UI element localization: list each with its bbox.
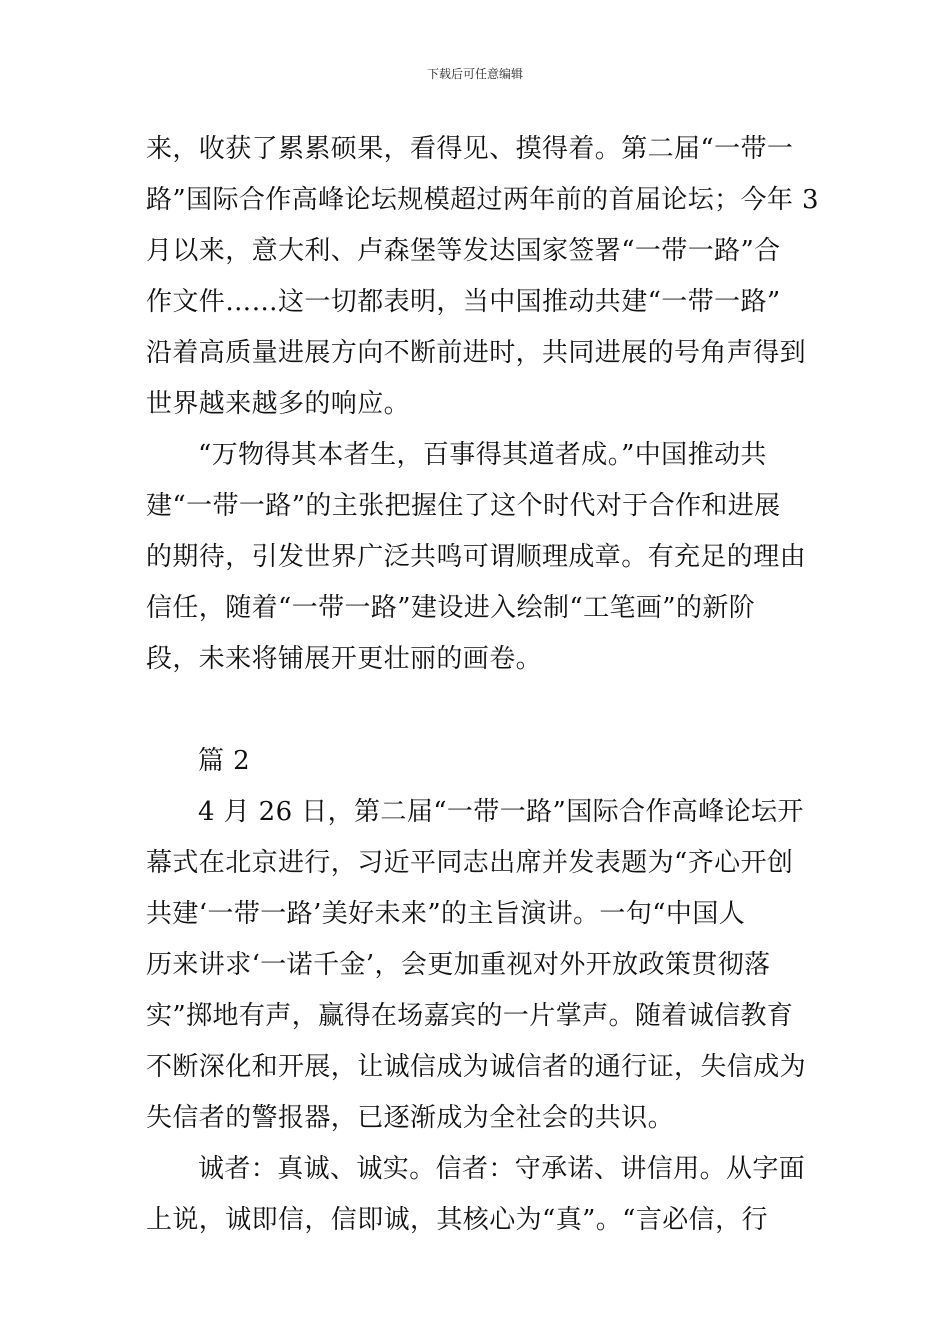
text-line: 建“一带一路”的主张把握住了这个时代对于合作和进展 xyxy=(146,491,781,521)
text-line: 月以来，意大利、卢森堡等发达国家签署“一带一路”合 xyxy=(146,236,781,266)
text-line: 作文件……这一切都表明，当中国推动共建“一带一路” xyxy=(146,287,781,317)
text-line: 实”掷地有声，赢得在场嘉宾的一片掌声。随着诚信教育 xyxy=(146,1001,794,1031)
paragraph xyxy=(146,124,819,430)
text-line: 上说，诚即信，信即诚，其核心为“真”。“言必信，行 xyxy=(146,1205,768,1235)
text-line: 来，收获了累累硕果，看得见、摸得着。第二届“一带一 xyxy=(146,134,794,164)
paragraph xyxy=(146,430,808,685)
text-line: 历来讲求‘一诺千金’，会更加重视对外开放政策贯彻落 xyxy=(146,950,771,980)
text-line: 4 月 26 日，第二届“一带一路”国际合作高峰论坛开 xyxy=(198,797,804,827)
paragraph xyxy=(146,1144,808,1246)
text-line: 世界越来越多的响应。 xyxy=(146,389,411,419)
page-header: 下载后可任意编辑 xyxy=(426,67,523,81)
text-line: 幕式在北京进行，习近平同志出席并发表题为“齐心开创 xyxy=(146,848,794,878)
text-line: 路”国际合作高峰论坛规模超过两年前的首届论坛；今年 3 xyxy=(146,185,819,215)
text-line: 诚者：真诚、诚实。信者：守承诺、讲信用。从字面 xyxy=(198,1154,806,1184)
text-line: 的期待，引发世界广泛共鸣可谓顺理成章。有充足的理由 xyxy=(146,542,807,572)
blank-line xyxy=(146,685,808,736)
text-line: 失信者的警报器，已逐渐成为全社会的共识。 xyxy=(146,1103,675,1133)
text-line: 沿着高质量进展方向不断前进时，共同进展的号角声得到 xyxy=(146,338,807,368)
section-title: 篇 2 xyxy=(198,746,251,776)
text-line: “万物得其本者生，百事得其道者成。”中国推动共 xyxy=(198,440,767,470)
text-line: 不断深化和开展，让诚信成为诚信者的通行证，失信成为 xyxy=(146,1052,807,1082)
paragraph xyxy=(146,787,808,1144)
text-line: 信任，随着“一带一路”建设进入绘制“工笔画”的新阶 xyxy=(146,593,756,623)
document-body xyxy=(146,124,819,1246)
text-line: 段，未来将铺展开更壮丽的画卷。 xyxy=(146,644,543,674)
text-line: 共建‘一带一路’美好未来”的主旨演讲。一句“中国人 xyxy=(146,899,746,929)
